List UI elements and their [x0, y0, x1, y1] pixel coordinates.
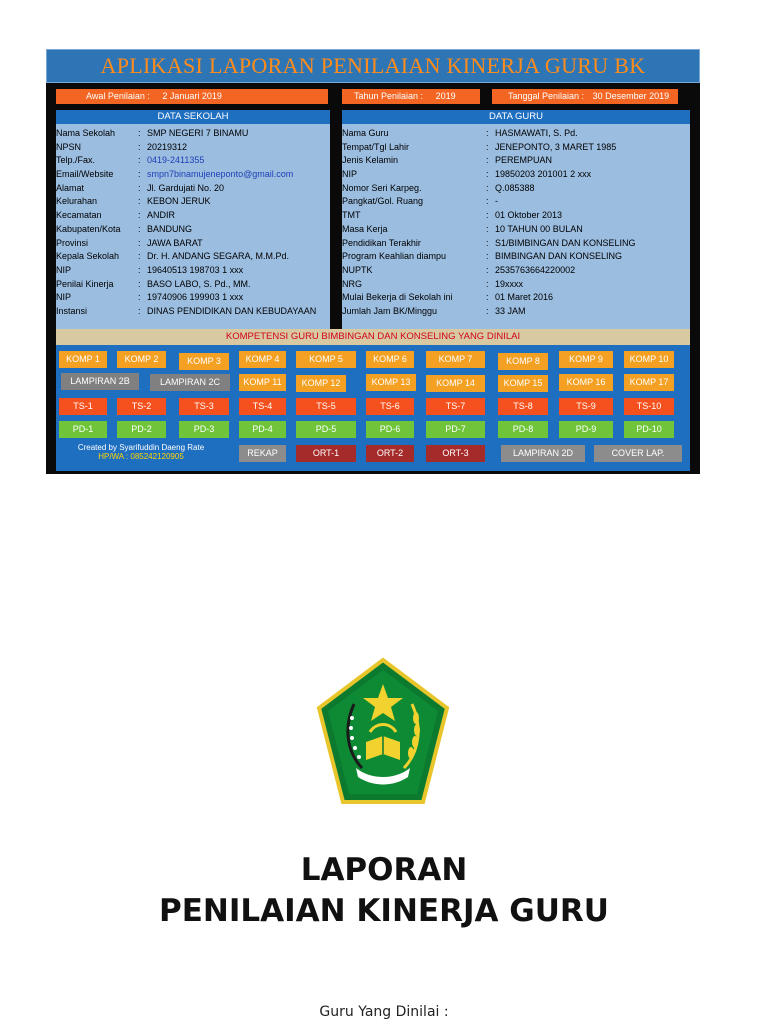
sekolah-row — [56, 168, 330, 182]
ts-7-button[interactable]: TS-7 — [426, 398, 485, 415]
tanggal-penilaian-box — [492, 89, 678, 104]
guru-row-colon: : — [486, 128, 489, 138]
guru-row-label: Jumlah Jam BK/Minggu — [342, 305, 438, 316]
sekolah-row-label: Penilai Kinerja — [56, 278, 114, 289]
guru-row-label: Nama Guru — [342, 128, 389, 138]
sekolah-row-label: Telp./Fax. — [56, 155, 96, 166]
document-title-line2: PENILAIAN KINERJA GURU — [159, 893, 609, 929]
komp-1-button[interactable]: KOMP 1 — [59, 351, 107, 368]
komp-6-button[interactable]: KOMP 6 — [366, 351, 414, 368]
tanggal-penilaian-label: Tanggal Penilaian : — [508, 91, 585, 101]
sekolah-row-colon: : — [138, 292, 141, 303]
sekolah-row — [56, 209, 330, 223]
guru-row-value: BIMBINGAN DAN KONSELING — [495, 251, 623, 262]
komp-5-button[interactable]: KOMP 5 — [296, 351, 356, 368]
guru-row — [342, 305, 690, 319]
guru-row — [342, 209, 690, 223]
guru-row-value: PEREMPUAN — [495, 155, 553, 166]
tahun-penilaian-box — [342, 89, 480, 104]
sekolah-row-label: NIP — [56, 264, 72, 275]
guru-row-label: Program Keahlian diampu — [342, 251, 447, 262]
guru-row — [342, 127, 690, 141]
sekolah-row-colon: : — [138, 278, 141, 289]
sekolah-row-label: NPSN — [56, 141, 82, 152]
guru-row — [342, 237, 690, 251]
komp-14-button[interactable]: KOMP 14 — [426, 375, 485, 392]
komp-9-button[interactable]: KOMP 9 — [559, 351, 613, 368]
pd-2-button[interactable]: PD-2 — [117, 421, 166, 438]
komp-10-button[interactable]: KOMP 10 — [624, 351, 674, 368]
sekolah-row-label: Instansi — [56, 305, 88, 316]
document-title-line1: LAPORAN — [300, 852, 468, 888]
pd-10-button[interactable]: PD-10 — [624, 421, 674, 438]
sekolah-row — [56, 305, 330, 319]
guru-row-label: Tempat/Tgl Lahir — [342, 141, 410, 152]
guru-row — [342, 223, 690, 237]
pd-7-button[interactable]: PD-7 — [426, 421, 485, 438]
sekolah-row — [56, 237, 330, 251]
sekolah-row-colon: : — [138, 196, 141, 207]
guru-row-colon: : — [486, 169, 489, 180]
sekolah-row-value: 19740906 199903 1 xxx — [147, 292, 244, 303]
guru-row-colon: : — [486, 155, 489, 166]
sekolah-row-colon: : — [138, 182, 141, 193]
cover-lap-button[interactable]: COVER LAP. — [594, 445, 682, 462]
ts-3-button[interactable]: TS-3 — [179, 398, 229, 415]
guru-row-value: 01 Oktober 2013 — [495, 210, 563, 221]
guru-row-value: JENEPONTO, 3 MARET 1985 — [495, 141, 617, 152]
guru-row-label: Nomor Seri Karpeg. — [342, 182, 422, 193]
lampiran-2c-button[interactable]: LAMPIRAN 2C — [150, 374, 230, 391]
sekolah-row-label: Nama Sekolah — [56, 128, 116, 138]
pd-4-button[interactable]: PD-4 — [239, 421, 286, 438]
pd-1-button[interactable]: PD-1 — [59, 421, 107, 438]
sekolah-row-value: ANDIR — [147, 210, 176, 221]
guru-row — [342, 278, 690, 292]
sekolah-row — [56, 195, 330, 209]
sekolah-row-colon: : — [138, 169, 141, 180]
sekolah-row-value: SMP NEGERI 7 BINAMU — [147, 128, 249, 138]
sekolah-row-colon: : — [138, 251, 141, 262]
tahun-penilaian-label: Tahun Penilaian : — [354, 91, 424, 101]
sekolah-row-value: JAWA BARAT — [147, 237, 203, 248]
rekap-button[interactable]: REKAP — [239, 445, 286, 462]
ts-10-button[interactable]: TS-10 — [624, 398, 674, 415]
guru-row-value: 10 TAHUN 00 BULAN — [495, 223, 583, 234]
guru-row-label: Pendidikan Terakhir — [342, 237, 421, 248]
awal-penilaian-box — [56, 89, 328, 104]
guru-row-colon: : — [486, 305, 489, 316]
guru-row-colon: : — [486, 278, 489, 289]
sekolah-row-colon: : — [138, 210, 141, 221]
ort-2-button[interactable]: ORT-2 — [366, 445, 414, 462]
data-sekolah-rows — [56, 127, 330, 319]
tanggal-penilaian-value: 30 Desember 2019 — [592, 91, 670, 101]
komp-13-button[interactable]: KOMP 13 — [366, 374, 416, 391]
sekolah-row-colon: : — [138, 237, 141, 248]
guru-row-colon: : — [486, 292, 489, 303]
sekolah-row-value: KEBON JERUK — [147, 196, 211, 207]
guru-row-label: NUPTK — [342, 264, 373, 275]
sekolah-row — [56, 127, 330, 141]
guru-row-value: 19850203 201001 2 xxx — [495, 169, 592, 180]
sekolah-row-label: Kepala Sekolah — [56, 251, 120, 262]
app-title: APLIKASI LAPORAN PENILAIAN KINERJA GURU BK — [100, 53, 646, 78]
lampiran-2b-button[interactable]: LAMPIRAN 2B — [61, 373, 139, 390]
sekolah-row — [56, 264, 330, 278]
ts-4-button[interactable]: TS-4 — [239, 398, 286, 415]
guru-row-colon: : — [486, 210, 489, 221]
sekolah-row-value: DINAS PENDIDIKAN DAN KEBUDAYAAN — [147, 305, 317, 316]
guru-row-colon: : — [486, 237, 489, 248]
pd-5-button[interactable]: PD-5 — [296, 421, 356, 438]
awal-penilaian-label: Awal Penilaian : — [86, 91, 150, 101]
guru-row-label: NRG — [342, 278, 362, 289]
sekolah-row-colon: : — [138, 264, 141, 275]
app-panel — [46, 49, 700, 474]
sekolah-row-value: BASO LABO, S. Pd., MM. — [147, 278, 251, 289]
guru-row — [342, 154, 690, 168]
sekolah-row — [56, 250, 330, 264]
ts-9-button[interactable]: TS-9 — [559, 398, 613, 415]
credit-author: Created by Syarifuddin Daeng Rate — [77, 443, 205, 452]
ts-2-button[interactable]: TS-2 — [117, 398, 166, 415]
sekolah-row — [56, 291, 330, 305]
guru-dinilai-label: Guru Yang Dinilai : — [319, 1004, 449, 1020]
tahun-penilaian-value: 2019 — [435, 91, 456, 101]
sekolah-row-value: 20219312 — [147, 141, 188, 152]
pd-9-button[interactable]: PD-9 — [559, 421, 613, 438]
sekolah-row-label: Kecamatan — [56, 210, 102, 221]
guru-row-label: Jenis Kelamin — [342, 155, 399, 166]
sekolah-row-label: Provinsi — [56, 237, 89, 248]
guru-row-value: HASMAWATI, S. Pd. — [495, 128, 578, 138]
ts-5-button[interactable]: TS-5 — [296, 398, 356, 415]
guru-row — [342, 264, 690, 278]
guru-row-colon: : — [486, 196, 489, 207]
ts-1-button[interactable]: TS-1 — [59, 398, 107, 415]
sekolah-row-value[interactable]: smpn7binamujeneponto@gmail.com — [147, 169, 294, 180]
guru-row-value: 2535763664220002 — [495, 264, 576, 275]
sekolah-row — [56, 223, 330, 237]
sekolah-row-label: NIP — [56, 292, 72, 303]
komp-15-button[interactable]: KOMP 15 — [498, 375, 548, 392]
guru-row-label: NIP — [342, 169, 358, 180]
sekolah-row — [56, 182, 330, 196]
sekolah-row-colon: : — [138, 305, 141, 316]
guru-row-colon: : — [486, 251, 489, 262]
guru-row — [342, 195, 690, 209]
sekolah-row-colon: : — [138, 223, 141, 234]
guru-row — [342, 182, 690, 196]
sekolah-row-label: Kabupaten/Kota — [56, 223, 121, 234]
sekolah-row — [56, 141, 330, 155]
komp-3-button[interactable]: KOMP 3 — [179, 353, 229, 370]
guru-row — [342, 291, 690, 305]
guru-row-colon: : — [486, 182, 489, 193]
pd-6-button[interactable]: PD-6 — [366, 421, 414, 438]
credit-phone: HP/WA : 085242120905 — [98, 452, 184, 461]
guru-row-value: Q.085388 — [495, 182, 535, 193]
sekolah-row-label: Kelurahan — [56, 196, 98, 207]
guru-row-colon: : — [486, 141, 489, 152]
sekolah-row-value: BANDUNG — [147, 223, 193, 234]
guru-row-value: S1/BIMBINGAN DAN KONSELING — [495, 237, 636, 248]
sekolah-row-colon: : — [138, 128, 141, 138]
komp-8-button[interactable]: KOMP 8 — [498, 353, 548, 370]
komp-16-button[interactable]: KOMP 16 — [559, 374, 613, 391]
komp-17-button[interactable]: KOMP 17 — [624, 374, 674, 391]
sekolah-row-value: Dr. H. ANDANG SEGARA, M.M.Pd. — [147, 251, 290, 262]
data-sekolah-title: DATA SEKOLAH — [56, 110, 330, 124]
guru-row-colon: : — [486, 223, 489, 234]
kompetensi-title: KOMPETENSI GURU BIMBINGAN DAN KONSELING YANG DINILAI — [56, 329, 690, 345]
guru-row-label: Mulai Bekerja di Sekolah ini — [342, 292, 453, 303]
komp-12-button[interactable]: KOMP 12 — [296, 375, 346, 392]
data-guru-title: DATA GURU — [342, 110, 690, 124]
ts-6-button[interactable]: TS-6 — [366, 398, 414, 415]
sekolah-row — [56, 278, 330, 292]
komp-11-button[interactable]: KOMP 11 — [239, 374, 286, 391]
sekolah-row-label: Email/Website — [56, 169, 114, 180]
guru-row-value: 19xxxx — [495, 278, 524, 289]
ts-8-button[interactable]: TS-8 — [498, 398, 548, 415]
sekolah-row — [56, 154, 330, 168]
sekolah-row-value[interactable]: 0419-2411355 — [147, 155, 205, 166]
ort-1-button[interactable]: ORT-1 — [296, 445, 356, 462]
sekolah-row-value: 19640513 198703 1 xxx — [147, 264, 244, 275]
ministry-emblem-icon — [316, 656, 450, 806]
sekolah-row-colon: : — [138, 155, 141, 166]
guru-row-value: 01 Maret 2016 — [495, 292, 554, 303]
pd-8-button[interactable]: PD-8 — [498, 421, 548, 438]
sekolah-row-label: Alamat — [56, 182, 85, 193]
guru-row-value: 33 JAM — [495, 305, 526, 316]
guru-row-colon: : — [486, 264, 489, 275]
app-title-bar — [46, 49, 700, 83]
guru-row — [342, 250, 690, 264]
komp-2-button[interactable]: KOMP 2 — [117, 351, 166, 368]
guru-row-label: Pangkat/Gol. Ruang — [342, 196, 424, 207]
credit — [56, 443, 226, 461]
data-guru-rows — [342, 127, 690, 319]
guru-row — [342, 141, 690, 155]
sekolah-row-colon: : — [138, 141, 141, 152]
ort-3-button[interactable]: ORT-3 — [426, 445, 485, 462]
komp-4-button[interactable]: KOMP 4 — [239, 351, 286, 368]
guru-row — [342, 168, 690, 182]
guru-row-label: Masa Kerja — [342, 223, 388, 234]
guru-row-value: - — [495, 196, 498, 207]
guru-row-label: TMT — [342, 210, 361, 221]
komp-7-button[interactable]: KOMP 7 — [426, 351, 485, 368]
awal-penilaian-value: 2 Januari 2019 — [162, 91, 222, 101]
pd-3-button[interactable]: PD-3 — [179, 421, 229, 438]
sekolah-row-value: Jl. Gardujati No. 20 — [147, 182, 225, 193]
lampiran-2d-button[interactable]: LAMPIRAN 2D — [501, 445, 585, 462]
